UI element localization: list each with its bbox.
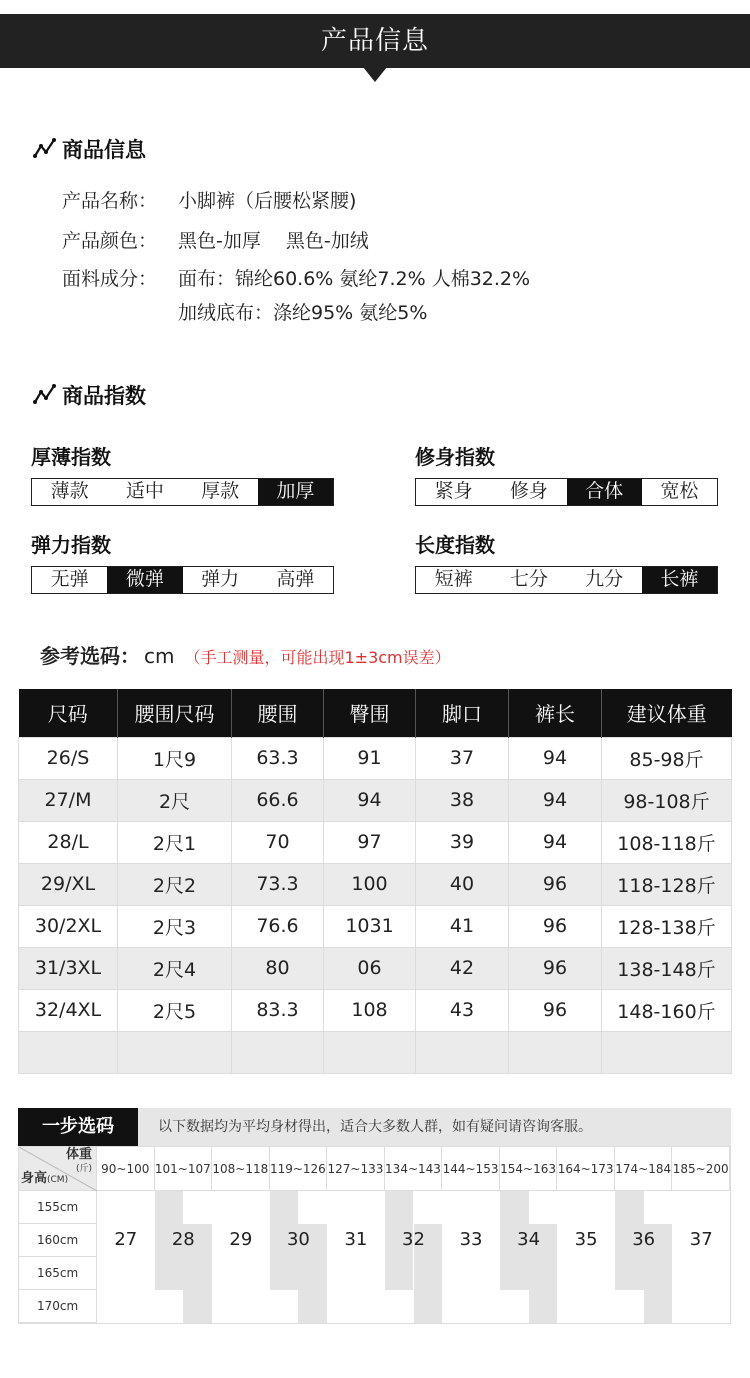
recommended-size: 28 — [171, 1229, 195, 1250]
index-option: 宽松 — [660, 480, 699, 502]
column-header: 尺码 — [19, 689, 118, 737]
table-cell: 42 — [416, 947, 509, 989]
table-cell: 26/S — [19, 737, 118, 779]
table-cell: 38 — [416, 779, 509, 821]
table-cell: 70 — [232, 821, 324, 863]
table-cell: 40 — [416, 863, 509, 905]
table-cell — [324, 1031, 416, 1073]
weight-range-header: 185~200 — [672, 1147, 730, 1191]
height-axis-label — [21, 1167, 68, 1186]
weight-range-header: 119~126 — [270, 1147, 328, 1191]
index-option: 弹力 — [201, 568, 240, 590]
table-cell: 30/2XL — [19, 905, 118, 947]
recommended-size: 37 — [689, 1229, 713, 1250]
product-info-title: 商品信息 — [62, 138, 146, 162]
weight-axis-label — [66, 1148, 92, 1176]
column-header: 建议体重 — [602, 689, 732, 737]
index-option-selected: 长裤 — [642, 567, 717, 593]
table-cell: 148-160斤 — [602, 989, 732, 1031]
table-cell: 128-138斤 — [602, 905, 732, 947]
table-row — [19, 989, 732, 1031]
index-option-selected: 加厚 — [258, 479, 333, 505]
length-index-title: 长度指数 — [415, 533, 495, 557]
index-option: 修身 — [509, 480, 548, 502]
table-cell — [232, 1031, 324, 1073]
index-option: 薄款 — [50, 480, 89, 502]
banner-title: 产品信息 — [320, 26, 429, 56]
thickness-index-title: 厚薄指数 — [31, 445, 111, 469]
size-table — [18, 689, 732, 1074]
table-cell: 118-128斤 — [602, 863, 732, 905]
index-option: 适中 — [125, 480, 164, 502]
table-cell: 73.3 — [232, 863, 324, 905]
height-unit: (CM) — [47, 1175, 69, 1185]
table-cell: 06 — [324, 947, 416, 989]
table-cell: 31/3XL — [19, 947, 118, 989]
reference-unit: cm — [144, 644, 175, 668]
index-option-selected: 合体 — [567, 479, 642, 505]
table-cell: 2尺5 — [118, 989, 232, 1031]
index-title: 商品指数 — [62, 384, 146, 408]
height-row-label: 165cm — [19, 1257, 97, 1290]
weight-range-header: 90~100 — [97, 1147, 155, 1191]
quick-pick-tag: 一步选码 — [18, 1108, 138, 1146]
table-row — [19, 737, 732, 779]
table-cell — [509, 1031, 602, 1073]
info-value: 加绒底布：涤纶95% 氨纶5% — [178, 302, 428, 324]
index-option: 九分 — [585, 568, 624, 590]
table-cell: 94 — [509, 821, 602, 863]
weight-range-header: 144~153 — [442, 1147, 500, 1191]
recommended-size: 32 — [402, 1229, 425, 1250]
table-cell — [602, 1031, 732, 1073]
column-header: 腰围尺码 — [118, 689, 232, 737]
stretch-index-title: 弹力指数 — [31, 533, 111, 557]
table-cell: 2尺 — [118, 779, 232, 821]
table-cell: 32/4XL — [19, 989, 118, 1031]
recommended-size: 35 — [574, 1229, 598, 1250]
table-cell: 2尺2 — [118, 863, 232, 905]
table-cell: 108 — [324, 989, 416, 1031]
table-row — [19, 821, 732, 863]
weight-range-header: 174~184 — [615, 1147, 673, 1191]
table-cell: 1尺9 — [118, 737, 232, 779]
table-cell — [118, 1031, 232, 1073]
table-cell — [19, 1031, 118, 1073]
product-info-heading — [32, 134, 146, 164]
table-cell: 37 — [416, 737, 509, 779]
table-cell: 94 — [324, 779, 416, 821]
table-cell: 2尺3 — [118, 905, 232, 947]
info-key: 产品名称： — [62, 190, 158, 212]
column-header: 腰围 — [232, 689, 324, 737]
index-option: 无弹 — [50, 568, 89, 590]
recommended-size: 33 — [459, 1229, 483, 1250]
fit-index-title: 修身指数 — [415, 445, 495, 469]
info-value: 面布：锦纶60.6% 氨纶7.2% 人棉32.2% — [178, 268, 531, 290]
table-cell: 41 — [416, 905, 509, 947]
table-cell: 138-148斤 — [602, 947, 732, 989]
info-key: 产品颜色： — [62, 230, 158, 252]
weight-label: 体重 — [65, 1147, 92, 1162]
height-row-label: 155cm — [19, 1191, 97, 1224]
reference-title: 参考选码： — [40, 644, 140, 668]
table-cell: 108-118斤 — [602, 821, 732, 863]
recommended-size: 29 — [229, 1229, 253, 1250]
recommended-size: 31 — [344, 1229, 368, 1250]
index-heading — [32, 380, 146, 410]
table-row — [19, 1031, 732, 1073]
weight-unit: (斤) — [75, 1164, 92, 1174]
table-cell: 94 — [509, 737, 602, 779]
table-cell — [416, 1031, 509, 1073]
quick-pick-note: 以下数据均为平均身材得出，适合大多数人群，如有疑问请咨询客服。 — [158, 1119, 592, 1135]
table-header-row — [19, 689, 732, 737]
height-row-label: 160cm — [19, 1224, 97, 1257]
table-row — [19, 779, 732, 821]
table-cell: 66.6 — [232, 779, 324, 821]
stretch-index-scale — [31, 566, 334, 594]
column-header: 臀围 — [324, 689, 416, 737]
index-option: 短裤 — [434, 568, 473, 590]
banner-notch — [363, 67, 387, 82]
table-cell: 43 — [416, 989, 509, 1031]
weight-range-header: 127~133 — [327, 1147, 385, 1191]
weight-range-header: 108~118 — [212, 1147, 270, 1191]
fit-index-scale — [415, 478, 718, 506]
table-cell: 63.3 — [232, 737, 324, 779]
zigzag-icon — [32, 382, 58, 408]
length-index-scale — [415, 566, 718, 594]
info-key: 面料成分： — [62, 268, 158, 290]
info-value: 小脚裤（后腰松紧腰) — [178, 190, 357, 212]
table-row — [19, 905, 732, 947]
column-header: 裤长 — [509, 689, 602, 737]
table-cell: 2尺1 — [118, 821, 232, 863]
recommended-size: 30 — [286, 1229, 310, 1250]
weight-range-header: 134~143 — [385, 1147, 443, 1191]
grid-corner — [19, 1147, 97, 1191]
table-cell: 85-98斤 — [602, 737, 732, 779]
table-cell: 98-108斤 — [602, 779, 732, 821]
table-cell: 91 — [324, 737, 416, 779]
weight-range-header: 154~163 — [500, 1147, 558, 1191]
table-cell: 1031 — [324, 905, 416, 947]
index-option: 紧身 — [434, 480, 473, 502]
table-cell: 80 — [232, 947, 324, 989]
table-cell: 39 — [416, 821, 509, 863]
table-cell: 94 — [509, 779, 602, 821]
weight-range-header: 101~107 — [155, 1147, 213, 1191]
table-row — [19, 863, 732, 905]
recommended-size: 36 — [632, 1229, 656, 1250]
quick-pick-grid — [18, 1146, 731, 1324]
height-label: 身高 — [21, 1171, 48, 1186]
table-cell: 96 — [509, 989, 602, 1031]
weight-range-header: 164~173 — [557, 1147, 615, 1191]
reference-note: （手工测量，可能出现1±3cm误差） — [184, 648, 451, 667]
table-cell: 27/M — [19, 779, 118, 821]
index-option: 厚款 — [201, 480, 240, 502]
zigzag-icon — [32, 136, 58, 162]
table-cell: 2尺4 — [118, 947, 232, 989]
recommended-size: 27 — [114, 1229, 138, 1250]
index-option-selected: 微弹 — [107, 567, 182, 593]
index-option: 七分 — [509, 568, 548, 590]
height-row-label: 170cm — [19, 1290, 97, 1323]
recommended-size: 34 — [517, 1229, 541, 1250]
table-cell: 76.6 — [232, 905, 324, 947]
reference-heading — [40, 640, 451, 670]
table-row — [19, 947, 732, 989]
column-header: 脚口 — [416, 689, 509, 737]
table-cell: 83.3 — [232, 989, 324, 1031]
thickness-index-scale — [31, 478, 334, 506]
table-cell: 97 — [324, 821, 416, 863]
table-cell: 28/L — [19, 821, 118, 863]
table-cell: 96 — [509, 947, 602, 989]
table-cell: 29/XL — [19, 863, 118, 905]
info-value: 黑色-加厚 黑色-加绒 — [178, 230, 369, 252]
table-cell: 96 — [509, 863, 602, 905]
table-cell: 100 — [324, 863, 416, 905]
index-option: 高弹 — [276, 568, 315, 590]
table-cell: 96 — [509, 905, 602, 947]
